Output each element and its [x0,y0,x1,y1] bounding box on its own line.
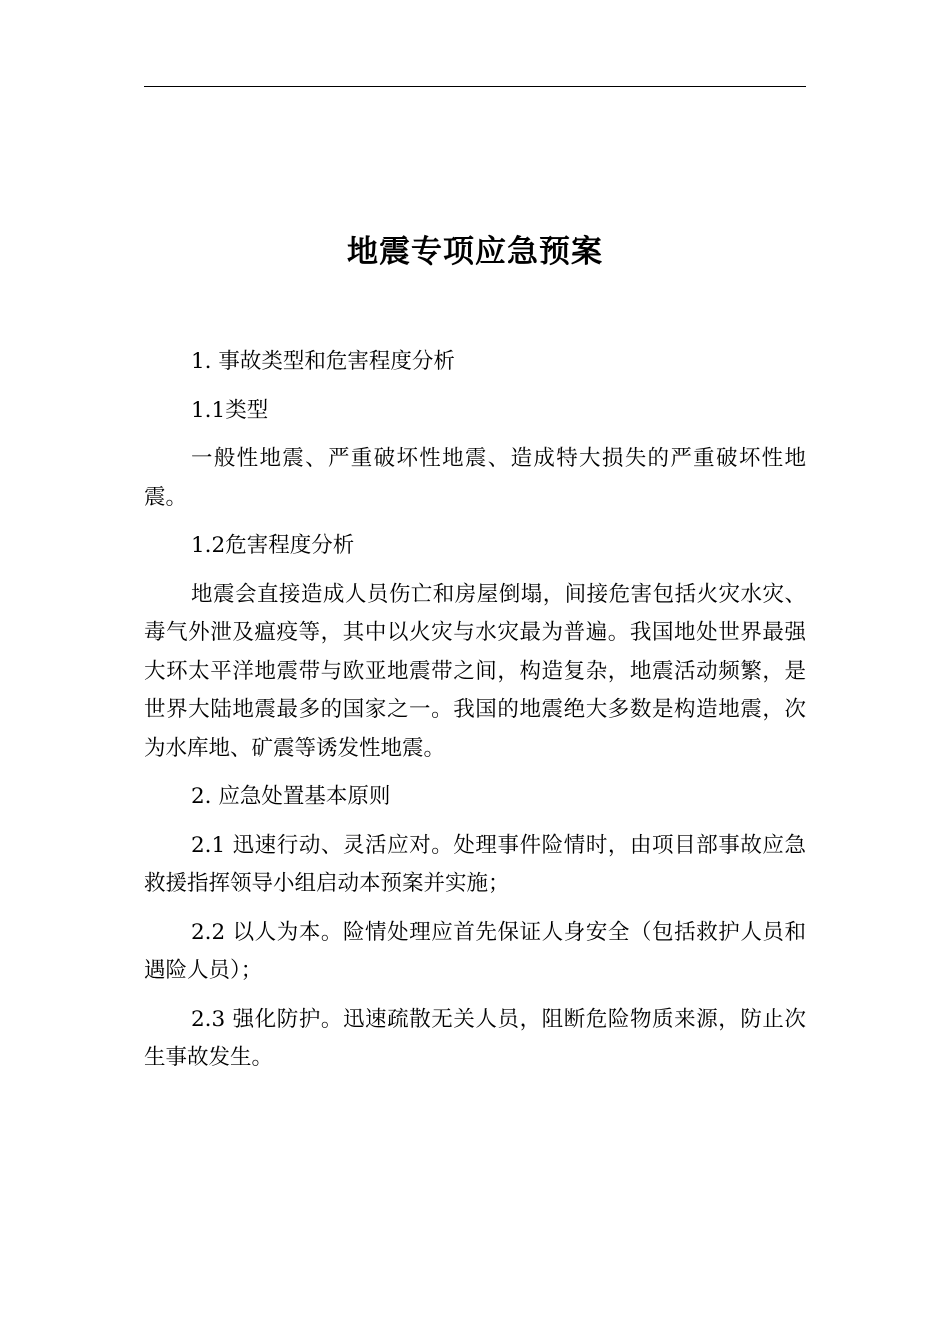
subsection-heading-1-2: 1.2危害程度分析 [191,533,355,558]
paragraph-hazard-analysis: 地震会直接造成人员伤亡和房屋倒塌，间接危害包括火灾水灾、毒气外泄及瘟疫等，其中以火灾与水灾最为普遍。我国地处世界最强大环太平洋地震带与欧亚地震带之间，构造复杂，地震活动频繁，是世界大陆地震最多的国家之一。我国的地震绝大多数是构造地震，次为水库地、矿震等诱发性地震。 [144,581,806,761]
paragraph-principle-2-3: 2.3 强化防护。迅速疏散无关人员，阻断危险物质来源，防止次生事故发生。 [144,1006,806,1070]
section-heading-2: 2. 应急处置基本原则 [191,784,391,809]
document-title: 地震专项应急预案 [347,234,603,270]
subsection-heading-1-1: 1.1类型 [191,397,269,423]
document-body [144,343,806,1078]
paragraph-principle-2-2: 2.2 以人为本。险情处理应首先保证人身安全（包括救护人员和遇险人员）； [144,919,806,983]
paragraph-types: 一般性地震、严重破坏性地震、造成特大损失的严重破坏性地震。 [144,446,806,510]
header-rule [144,86,806,87]
section-heading-1: 1. 事故类型和危害程度分析 [191,349,455,374]
paragraph-principle-2-1: 2.1 迅速行动、灵活应对。处理事件险情时，由项目部事故应急救援指挥领导小组启动本预案并实施； [144,832,806,896]
